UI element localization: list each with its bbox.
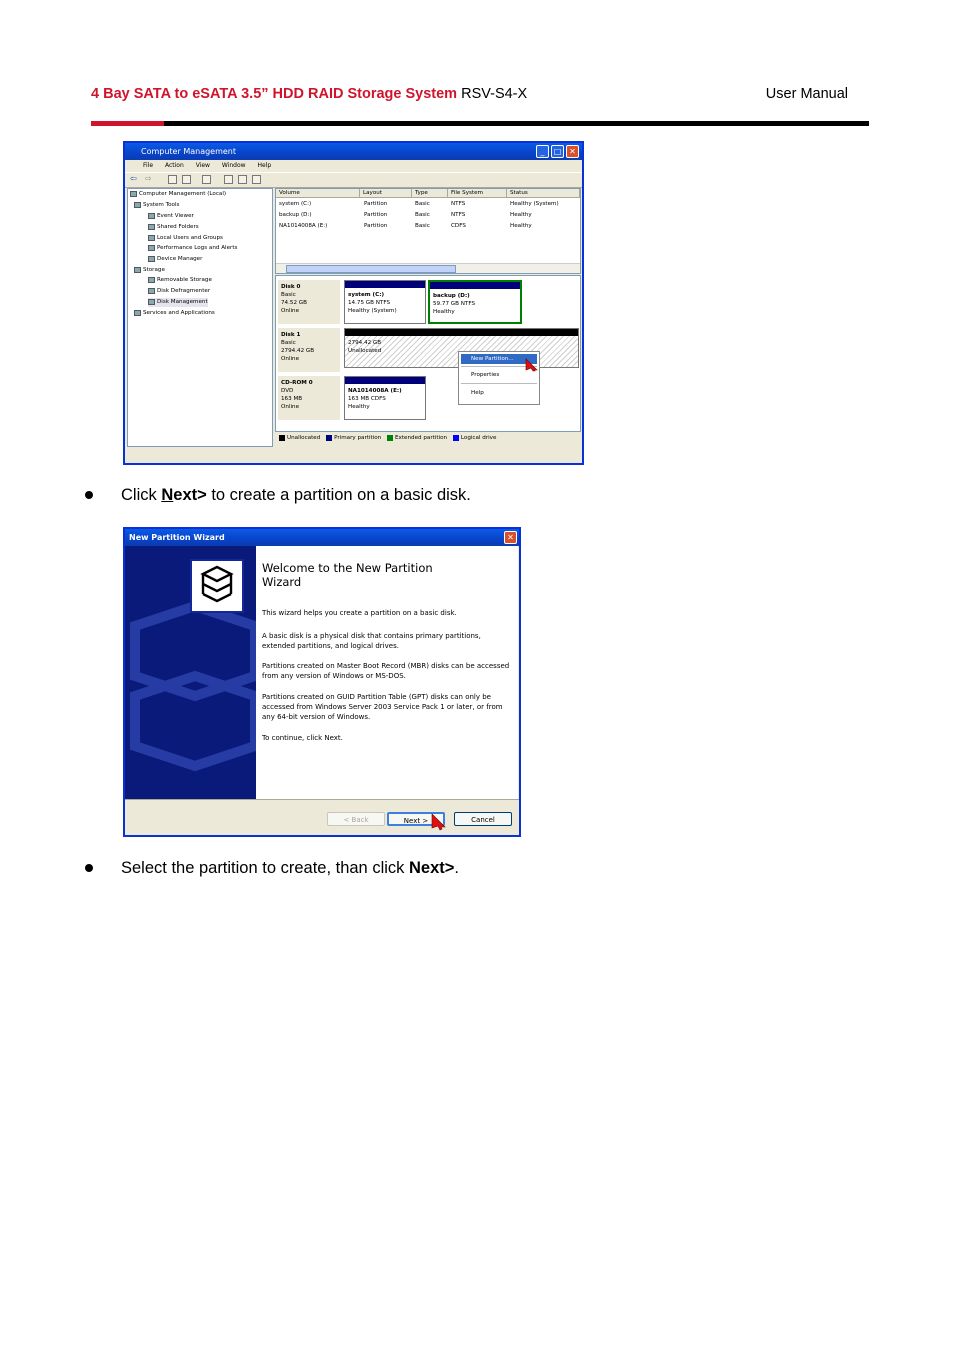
- menu-help[interactable]: Help: [257, 162, 272, 169]
- menu-item-help[interactable]: Help: [471, 390, 484, 396]
- header-rule-black: [164, 121, 869, 126]
- tree-item[interactable]: Local Users and Groups: [148, 234, 223, 243]
- header-doc-type: User Manual: [765, 86, 848, 102]
- back-arrow-icon[interactable]: ⇦: [130, 174, 137, 183]
- primary-bar: [345, 377, 425, 384]
- tree-item[interactable]: Services and Applications: [134, 309, 215, 318]
- partition-e[interactable]: NA1014008A (E:) 163 MB CDFS Healthy: [344, 376, 426, 420]
- menu-item-new-partition[interactable]: New Partition...: [461, 354, 537, 364]
- window-title: Computer Management: [141, 147, 237, 156]
- page-header-title: [91, 86, 527, 102]
- disk-stack-illustration: [125, 546, 256, 799]
- menu-bar: [125, 160, 582, 172]
- volume-list: [275, 188, 581, 274]
- menu-view[interactable]: View: [195, 162, 210, 169]
- table-cell: Basic: [415, 223, 430, 229]
- wizard-content: [256, 546, 518, 799]
- close-button[interactable]: ✕: [566, 145, 579, 158]
- maximize-button[interactable]: □: [551, 145, 564, 158]
- next-button[interactable]: Next >: [387, 812, 445, 826]
- table-cell: Partition: [364, 223, 388, 229]
- column-header[interactable]: File System: [448, 189, 507, 198]
- table-cell[interactable]: NA1014008A (E:): [279, 223, 328, 229]
- console-tree: [127, 188, 273, 447]
- wizard-heading: Welcome to the New Partition Wizard: [262, 561, 433, 589]
- bullet-dot: [85, 491, 93, 499]
- menu-file[interactable]: File: [143, 162, 154, 169]
- disk-management-icon: [148, 299, 155, 305]
- tree-item[interactable]: Shared Folders: [148, 223, 199, 232]
- tree-item-selected[interactable]: Disk Management: [148, 298, 208, 307]
- services-icon: [134, 310, 141, 316]
- wizard-paragraph: Partitions created on Master Boot Record (MBR) disks can be accessed from any version of Windows or MS-DOS.: [262, 662, 510, 680]
- minimize-button[interactable]: _: [536, 145, 549, 158]
- tree-item[interactable]: Removable Storage: [148, 276, 212, 285]
- legend-swatch: [453, 435, 459, 441]
- help-icon[interactable]: [224, 175, 233, 184]
- tree-item[interactable]: Event Viewer: [148, 212, 194, 221]
- table-cell: Healthy: [510, 212, 532, 218]
- unallocated-bar: [345, 329, 578, 336]
- mouse-cursor-icon: [525, 358, 539, 372]
- table-cell: NTFS: [451, 201, 466, 207]
- wizard-title: New Partition Wizard: [129, 533, 225, 542]
- column-header[interactable]: Status: [507, 189, 580, 198]
- toolbar: [125, 172, 582, 188]
- new-partition-wizard-window: [123, 527, 521, 837]
- wizard-paragraph: Partitions created on GUID Partition Table (GPT) disks can only be accessed from Windows Server 2003 Service Pack 1 or later, or from any 64-bit version of Windows.: [262, 693, 503, 721]
- header-product-name: 4 Bay SATA to eSATA 3.5” HDD RAID Storage System: [91, 86, 458, 102]
- show-tree-icon[interactable]: [182, 175, 191, 184]
- forward-arrow-icon[interactable]: ⇨: [145, 174, 152, 183]
- disk-1-label[interactable]: Disk 1 Basic 2794.42 GB Online: [278, 328, 340, 372]
- properties-icon[interactable]: [202, 175, 211, 184]
- instruction-2: Select the partition to create, than click Next>.: [121, 859, 459, 877]
- partition-d[interactable]: backup (D:) 59.77 GB NTFS Healthy: [428, 280, 522, 324]
- table-cell: Healthy (System): [510, 201, 559, 207]
- tree-item[interactable]: Device Manager: [148, 255, 202, 264]
- tree-item[interactable]: Computer Management (Local): [130, 190, 226, 199]
- disk-legend: Unallocated Primary partition Extended partition Logical drive: [275, 433, 579, 443]
- tree-item[interactable]: System Tools: [134, 201, 179, 210]
- wizard-paragraph: This wizard helps you create a partition on a basic disk.: [262, 609, 457, 617]
- cancel-button[interactable]: Cancel: [454, 812, 512, 826]
- storage-icon: [134, 267, 141, 273]
- tree-item[interactable]: Storage: [134, 266, 165, 275]
- wizard-paragraph: To continue, click Next.: [262, 734, 343, 742]
- tree-item[interactable]: Disk Defragmenter: [148, 287, 210, 296]
- connect-icon[interactable]: [238, 175, 247, 184]
- table-cell: NTFS: [451, 212, 466, 218]
- wizard-banner: [125, 546, 256, 799]
- partition-c[interactable]: system (C:) 14.75 GB NTFS Healthy (System): [344, 280, 426, 324]
- computer-icon: [130, 191, 137, 197]
- table-cell: Partition: [364, 212, 388, 218]
- instruction-1: Click Next> to create a partition on a basic disk.: [121, 486, 471, 504]
- users-icon: [148, 235, 155, 241]
- tools-icon: [134, 202, 141, 208]
- window-titlebar: [125, 143, 582, 160]
- legend-swatch: [387, 435, 393, 441]
- primary-bar: [345, 281, 425, 288]
- settings-icon[interactable]: [252, 175, 261, 184]
- up-folder-icon[interactable]: [168, 175, 177, 184]
- wizard-close-button[interactable]: ✕: [504, 531, 517, 544]
- legend-swatch: [326, 435, 332, 441]
- unallocated-space[interactable]: 2794.42 GB Unallocated: [344, 328, 579, 368]
- primary-bar: [430, 282, 520, 289]
- bullet-dot: [85, 864, 93, 872]
- menu-item-properties[interactable]: Properties: [471, 372, 500, 378]
- defragmenter-icon: [148, 288, 155, 294]
- header-rule-red: [91, 121, 164, 126]
- cdrom-label[interactable]: CD-ROM 0 DVD 163 MB Online: [278, 376, 340, 420]
- table-cell: CDFS: [451, 223, 466, 229]
- column-header[interactable]: Volume: [276, 189, 360, 198]
- back-button[interactable]: < Back: [327, 812, 385, 826]
- disk-0-label[interactable]: Disk 0 Basic 74.52 GB Online: [278, 280, 340, 324]
- table-cell: Basic: [415, 201, 430, 207]
- mouse-cursor-icon: [431, 813, 447, 831]
- wizard-paragraph: A basic disk is a physical disk that contains primary partitions, extended partitions, and logical drives.: [262, 632, 481, 650]
- legend-swatch: [279, 435, 285, 441]
- device-manager-icon: [148, 256, 155, 262]
- computer-management-window: [123, 141, 584, 465]
- removable-storage-icon: [148, 277, 155, 283]
- context-menu: [458, 351, 540, 405]
- shared-folders-icon: [148, 224, 155, 230]
- tree-item[interactable]: Performance Logs and Alerts: [148, 244, 237, 253]
- scrollbar-thumb[interactable]: [286, 265, 456, 273]
- table-cell[interactable]: system (C:): [279, 201, 312, 207]
- horizontal-scrollbar[interactable]: [276, 263, 580, 273]
- header-model: RSV-S4-X: [457, 86, 528, 102]
- menu-window[interactable]: Window: [221, 162, 246, 169]
- menu-separator: [461, 383, 537, 384]
- table-cell: Healthy: [510, 223, 532, 229]
- table-cell: Partition: [364, 201, 388, 207]
- divider: [125, 799, 519, 800]
- table-cell[interactable]: backup (D:): [279, 212, 312, 218]
- column-header[interactable]: Layout: [360, 189, 412, 198]
- performance-icon: [148, 245, 155, 251]
- event-viewer-icon: [148, 213, 155, 219]
- wizard-titlebar: [125, 529, 519, 546]
- column-header[interactable]: Type: [412, 189, 448, 198]
- table-cell: Basic: [415, 212, 430, 218]
- menu-action[interactable]: Action: [164, 162, 184, 169]
